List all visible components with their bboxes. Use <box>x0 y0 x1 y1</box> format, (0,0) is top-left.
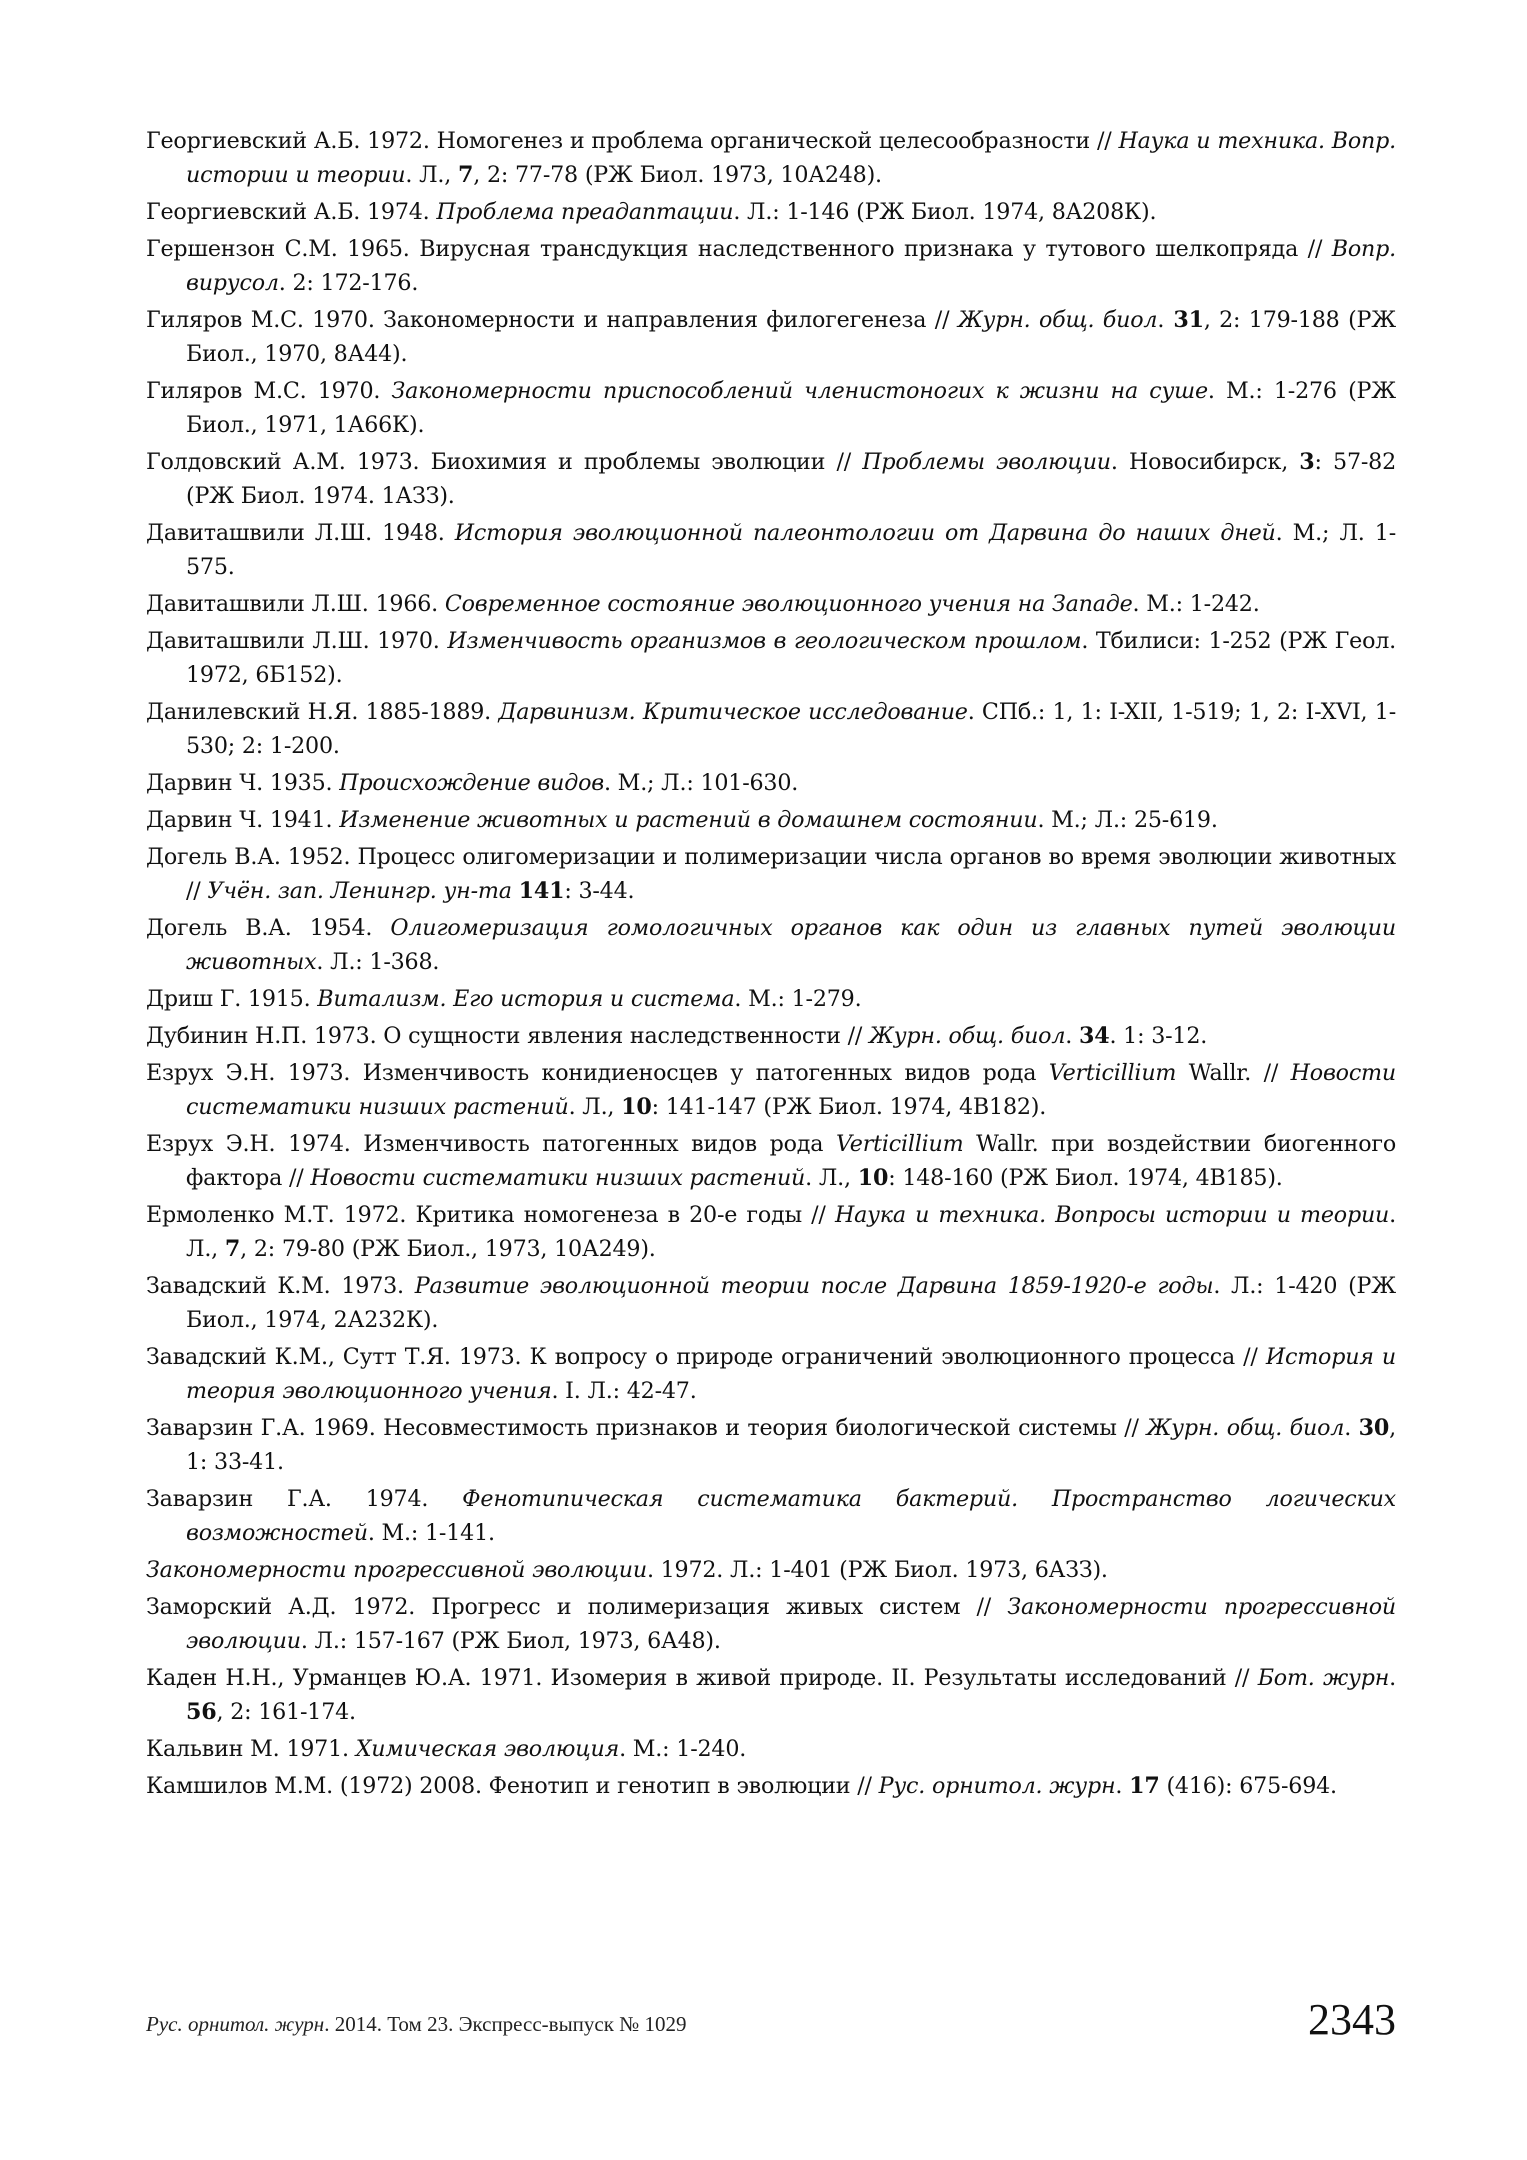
reference-text: Дубинин Н.П. 1973. О сущности явления наследственности // <box>146 1023 869 1049</box>
italic-title: Учён. зап. Ленингр. ун-та <box>207 878 512 904</box>
reference-text <box>512 878 519 904</box>
volume-number: 30 <box>1358 1415 1390 1441</box>
reference-text: Голдовский А.М. 1973. Биохимия и проблемы эволюции // <box>146 449 863 475</box>
reference-text: Дарвин Ч. 1935. <box>146 770 340 796</box>
reference-list <box>146 124 1396 1806</box>
reference-text: : 141-147 (РЖ Биол. 1974, 4В182). <box>651 1094 1047 1120</box>
reference-entry <box>146 695 1396 763</box>
reference-entry <box>146 982 1396 1016</box>
reference-text: . М.: 1-276 (РЖ Биол., 1971, 1А66К). <box>186 378 1396 438</box>
reference-text: Камшилов М.М. (1972) 2008. Фенотип и генотип в эволюции // <box>146 1773 879 1799</box>
reference-text: . <box>1115 1773 1130 1799</box>
italic-title: Новости систематики низших растений <box>186 1060 1396 1120</box>
reference-text: , 2: 77-78 (РЖ Биол. 1973, 10А248). <box>473 162 882 188</box>
italic-title: Дарвинизм. Критическое исследование <box>498 699 968 725</box>
footer-journal-title: Рус. орнитол. журн <box>146 2012 325 2036</box>
reference-entry <box>146 840 1396 908</box>
volume-number: 141 <box>518 878 565 904</box>
footer-issue-info: . 2014. Том 23. Экспресс-выпуск № 1029 <box>324 2012 687 2036</box>
volume-number: 56 <box>186 1699 217 1725</box>
italic-title: Фенотипическая систематика бактерий. Пространство логических возможностей <box>186 1486 1396 1546</box>
reference-text: . Л., <box>405 162 458 188</box>
reference-entry <box>146 1340 1396 1408</box>
reference-text: , 2: 79-80 (РЖ Биол., 1973, 10А249). <box>240 1236 656 1262</box>
reference-entry <box>146 911 1396 979</box>
reference-text: . Тбилиси: 1-252 (РЖ Геол. 1972, 6Б152). <box>186 628 1397 688</box>
reference-entry <box>146 516 1396 584</box>
reference-entry <box>146 1482 1396 1550</box>
italic-title: Витализм. Его история и система <box>317 986 735 1012</box>
reference-text: . М.: 1-279. <box>734 986 862 1012</box>
reference-text: : 57-82 (РЖ Биол. 1974. 1АЗЗ). <box>186 449 1397 509</box>
reference-text: Заварзин Г.А. 1969. Несовместимость признаков и теория биологической системы // <box>146 1415 1147 1441</box>
volume-number: 10 <box>857 1165 889 1191</box>
italic-title: Verticillium <box>835 1131 964 1157</box>
reference-text: : 148-160 (РЖ Биол. 1974, 4В185). <box>888 1165 1283 1191</box>
italic-title: Закономерности прогрессивной эволюции <box>186 1594 1396 1654</box>
page-number: 2343 <box>1308 1995 1396 2044</box>
reference-text: . <box>1065 1023 1079 1049</box>
italic-title: История эволюционной палеонтологии от Дарвина до наших дней <box>454 520 1276 546</box>
reference-text: (416): 675-694. <box>1159 1773 1337 1799</box>
reference-text: Каден Н.Н., Урманцев Ю.А. 1971. Изомерия в живой природе. II. Результаты исследований // <box>146 1665 1258 1691</box>
reference-text: Заморский А.Д. 1972. Прогресс и полимеризация живых систем // <box>146 1594 1008 1620</box>
reference-text: . М.: 1-141. <box>367 1520 495 1546</box>
reference-text: Ермоленко М.Т. 1972. Критика номогенеза в 20-е годы // <box>146 1202 835 1228</box>
reference-text: . <box>1157 307 1165 333</box>
reference-entry <box>146 1769 1396 1803</box>
volume-number: 7 <box>458 162 474 188</box>
reference-text: Езрух Э.Н. 1973. Изменчивость конидиеносцев у патогенных видов рода <box>146 1060 1049 1086</box>
italic-title: Современное состояние эволюционного учения на Западе <box>444 591 1133 617</box>
running-footer-citation <box>146 2012 686 2037</box>
reference-text: , 2: 161-174. <box>216 1699 356 1725</box>
reference-entry <box>146 1411 1396 1479</box>
reference-entry <box>146 1732 1396 1766</box>
reference-text: . М.: 1-242. <box>1132 591 1260 617</box>
reference-entry <box>146 1198 1396 1266</box>
italic-title: Закономерности прогрессивной эволюции <box>146 1557 647 1583</box>
reference-entry <box>146 124 1396 192</box>
reference-entry <box>146 1019 1396 1053</box>
italic-title: Происхождение видов <box>339 770 604 796</box>
reference-entry <box>146 1661 1396 1729</box>
volume-number: 10 <box>621 1094 652 1120</box>
reference-text: . 2: 172-176. <box>278 270 419 296</box>
reference-text: Гиляров М.С. 1970. Закономерности и направления филогегенеза // <box>146 307 958 333</box>
reference-text: Дарвин Ч. 1941. <box>146 807 340 833</box>
reference-text: Догель В.А. 1954. <box>146 915 391 941</box>
reference-text: . Л.: 157-167 (РЖ Биол, 1973, 6А48). <box>300 1628 721 1654</box>
reference-entry <box>146 766 1396 800</box>
reference-text: . М.; Л.: 101-630. <box>603 770 799 796</box>
italic-title: Изменение животных и растений в домашнем состоянии <box>339 807 1038 833</box>
reference-text: Wallr. при воздействии биогенного фактора // <box>186 1131 1397 1191</box>
volume-number: 3 <box>1299 449 1315 475</box>
reference-text: Данилевский Н.Я. 1885-1889. <box>146 699 499 725</box>
reference-text: Георгиевский А.Б. 1972. Номогенез и проблема органической целесообразности // <box>146 128 1119 154</box>
reference-text: . Л., <box>568 1094 622 1120</box>
reference-text: Кальвин М. 1971. <box>146 1736 356 1762</box>
reference-entry <box>146 1553 1396 1587</box>
italic-title: Новости систематики низших растений <box>310 1165 806 1191</box>
reference-text: . М.; Л.: 25-619. <box>1037 807 1218 833</box>
reference-text: Wallr. // <box>1176 1060 1291 1086</box>
reference-text: . 1972. Л.: 1-401 (РЖ Биол. 1973, 6АЗЗ). <box>646 1557 1108 1583</box>
reference-text: Гиляров М.С. 1970. <box>146 378 392 404</box>
reference-entry <box>146 232 1396 300</box>
reference-text: . <box>1344 1415 1359 1441</box>
italic-title: Олигомеризация гомологичных органов как один из главных путей эволюции животных <box>186 915 1396 975</box>
reference-text: Давиташвили Л.Ш. 1948. <box>146 520 455 546</box>
reference-text: . 1: 3-12. <box>1109 1023 1208 1049</box>
italic-title: Наука и техника. Вопр. истории и теории <box>186 128 1396 188</box>
reference-entry <box>146 1590 1396 1658</box>
italic-title: Наука и техника. Вопросы истории и теории <box>834 1202 1390 1228</box>
reference-text: . М.: 1-240. <box>619 1736 747 1762</box>
italic-title: Бот. журн <box>1257 1665 1390 1691</box>
volume-number: 7 <box>224 1236 241 1262</box>
reference-text: Езрух Э.Н. 1974. Изменчивость патогенных видов рода <box>146 1131 836 1157</box>
reference-text: . СПб.: 1, 1: I-XII, 1-519; 1, 2: I-XVI, 1-530; 2: 1-200. <box>186 699 1396 759</box>
italic-title: Журн. общ. биол <box>1146 1415 1345 1441</box>
reference-text: Гершензон С.М. 1965. Вирусная трансдукция наследственного признака у тутового шелкопряда // <box>146 236 1332 262</box>
italic-title: Изменчивость организмов в геологическом прошлом <box>447 628 1082 654</box>
reference-text: . Л.: 1-420 (РЖ Биол., 1974, 2А232К). <box>186 1273 1396 1333</box>
italic-title: Проблемы эволюции <box>862 449 1111 475</box>
reference-entry <box>146 624 1396 692</box>
italic-title: Проблема преадаптации <box>436 199 734 225</box>
reference-text: . Л.: 1-368. <box>316 949 440 975</box>
volume-number: 17 <box>1129 1773 1160 1799</box>
italic-title: Журн. общ. биол <box>869 1023 1066 1049</box>
volume-number: 31 <box>1164 307 1204 333</box>
volume-number: 34 <box>1078 1023 1110 1049</box>
reference-entry <box>146 587 1396 621</box>
reference-entry <box>146 803 1396 837</box>
italic-title: История и теория эволюционного учения <box>186 1344 1397 1404</box>
italic-title: Развитие эволюционной теории после Дарвина 1859-1920-е годы <box>414 1273 1214 1299</box>
reference-text: . I. Л.: 42-47. <box>551 1378 697 1404</box>
reference-text: Заварзин Г.А. 1974. <box>146 1486 463 1512</box>
reference-entry <box>146 1056 1396 1124</box>
italic-title: Рус. орнитол. журн <box>878 1773 1116 1799</box>
italic-title: Химическая эволюция <box>355 1736 620 1762</box>
italic-title: Вопр. вирусол <box>186 236 1396 296</box>
reference-text: : 3-44. <box>564 878 635 904</box>
reference-text: . Новосибирск, <box>1110 449 1300 475</box>
reference-entry <box>146 195 1396 229</box>
reference-text: Завадский К.М., Сутт Т.Я. 1973. К вопросу о природе ограничений эволюционного процесса // <box>146 1344 1266 1370</box>
page-footer <box>146 1995 1396 2060</box>
reference-text: . <box>1389 1665 1396 1691</box>
reference-entry <box>146 445 1396 513</box>
reference-text: . Л., <box>186 1202 1396 1262</box>
reference-text: . М.; Л. 1-575. <box>186 520 1396 580</box>
reference-text: Георгиевский А.Б. 1974. <box>146 199 437 225</box>
reference-text: Завадский К.М. 1973. <box>146 1273 415 1299</box>
reference-text: . Л.: 1-146 (РЖ Биол. 1974, 8А208К). <box>733 199 1157 225</box>
italic-title: Журн. общ. биол <box>957 307 1158 333</box>
reference-text: Догель В.А. 1952. Процесс олигомеризации и полимеризации числа органов во время эволюции животных // <box>146 844 1396 904</box>
reference-text: Дриш Г. 1915. <box>146 986 318 1012</box>
reference-text: , 1: 33-41. <box>186 1415 1396 1475</box>
reference-entry <box>146 1269 1396 1337</box>
reference-text: Давиташвили Л.Ш. 1970. <box>146 628 448 654</box>
reference-entry <box>146 303 1396 371</box>
reference-text: . Л., <box>805 1165 858 1191</box>
reference-entry <box>146 1127 1396 1195</box>
reference-entry <box>146 374 1396 442</box>
italic-title: Verticillium <box>1048 1060 1177 1086</box>
italic-title: Закономерности приспособлений членистоногих к жизни на суше <box>391 378 1208 404</box>
reference-text: Давиташвили Л.Ш. 1966. <box>146 591 445 617</box>
reference-text: , 2: 179-188 (РЖ Биол., 1970, 8А44). <box>186 307 1396 367</box>
